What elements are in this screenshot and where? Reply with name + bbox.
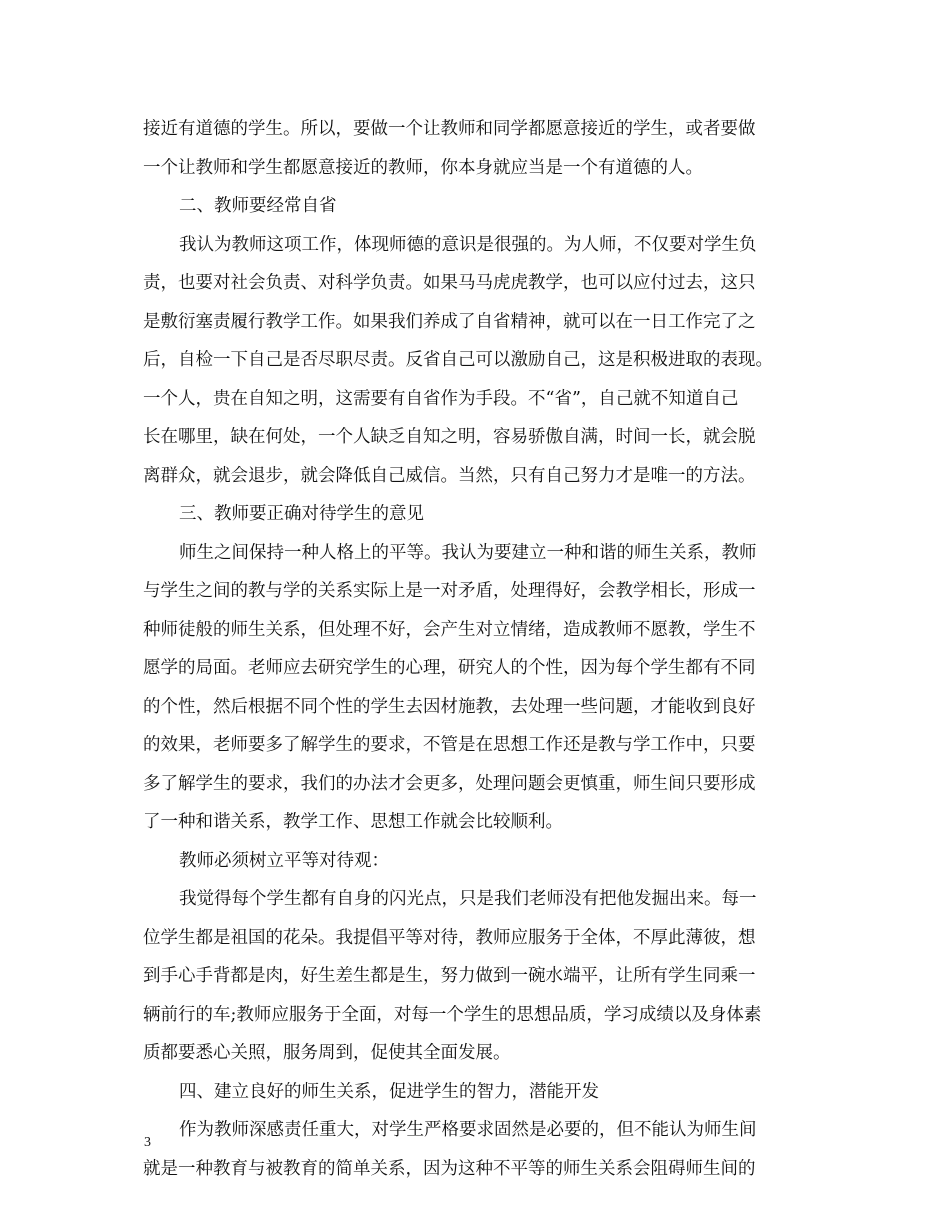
page-number: 3 [144, 1135, 151, 1150]
text-line: 与学生之间的教与学的关系实际上是一对矛盾，处理得好，会教学相长，形成一 [143, 581, 756, 601]
text-line: 到手心手背都是肉，好生差生都是生，努力做到一碗水端平，让所有学生同乘一 [143, 966, 756, 986]
text-line: 我认为教师这项工作，体现师德的意识是很强的。为人师，不仅要对学生负 [179, 234, 757, 255]
text-line: 三、教师要正确对待学生的意见 [179, 504, 424, 524]
text-line: 接近有道德的学生。所以，要做一个让教师和同学都愿意接近的学生，或者要做 [143, 119, 756, 139]
text-line: 辆前行的车;教师应服务于全面，对每一个学生的思想品质，学习成绩以及身体素 [143, 1004, 762, 1025]
text-line: 愿学的局面。老师应去研究学生的心理，研究人的个性，因为每个学生都有不同 [143, 658, 756, 678]
text-line: 了一种和谐关系，教学工作、思想工作就会比较顺利。 [143, 812, 563, 832]
text-line: 作为教师深感责任重大，对学生严格要求固然是必要的，但不能认为师生间 [179, 1120, 757, 1140]
text-line: 教师必须树立平等对待观： [179, 850, 389, 871]
document-body [143, 110, 818, 1188]
text-line: 后，自检一下自己是否尽职尽责。反省自己可以激励自己，这是积极进取的表现。 [143, 350, 773, 370]
text-line: 的效果，老师要多了解学生的要求，不管是在思想工作还是教与学工作中，只要 [143, 735, 756, 755]
text-line: 师生之间保持一种人格上的平等。我认为要建立一种和谐的师生关系，教师 [179, 542, 757, 563]
text-line: 的个性，然后根据不同个性的学生去因材施教，去处理一些问题，才能收到良好 [143, 696, 756, 717]
text-line: 一个人，贵在自知之明，这需要有自省作为手段。不“省”，自己就不知道自己 [143, 388, 739, 409]
text-line: 位学生都是祖国的花朵。我提倡平等对待，教师应服务于全体，不厚此薄彼，想 [143, 927, 756, 948]
text-line: 质都要悉心关照，服务周到，促使其全面发展。 [143, 1043, 511, 1063]
text-line: 长在哪里，缺在何处，一个人缺乏自知之明，容易骄傲自满，时间一长，就会脱 [143, 427, 756, 447]
text-line: 就是一种教育与被教育的简单关系，因为这种不平等的师生关系会阻碍师生间的 [143, 1158, 756, 1179]
text-line: 二、教师要经常自省 [179, 196, 337, 216]
text-line: 多了解学生的要求，我们的办法才会更多，处理问题会更慎重，师生间只要形成 [143, 773, 756, 794]
text-line: 一个让教师和学生都愿意接近的教师，你本身就应当是一个有道德的人。 [143, 157, 703, 178]
text-line: 是敷衍塞责履行教学工作。如果我们养成了自省精神，就可以在一日工作完了之 [143, 311, 756, 332]
text-line: 种师徒般的师生关系，但处理不好，会产生对立情绪，造成教师不愿教，学生不 [143, 619, 756, 640]
text-line: 责，也要对社会负责、对科学负责。如果马马虎虎教学，也可以应付过去，这只 [143, 273, 756, 293]
text-line: 四、建立良好的师生关系，促进学生的智力，潜能开发 [179, 1081, 599, 1102]
text-line: 我觉得每个学生都有自身的闪光点，只是我们老师没有把他发掘出来。每一 [179, 889, 757, 909]
text-line: 离群众，就会退步，就会降低自己威信。当然，只有自己努力才是唯一的方法。 [143, 465, 756, 486]
